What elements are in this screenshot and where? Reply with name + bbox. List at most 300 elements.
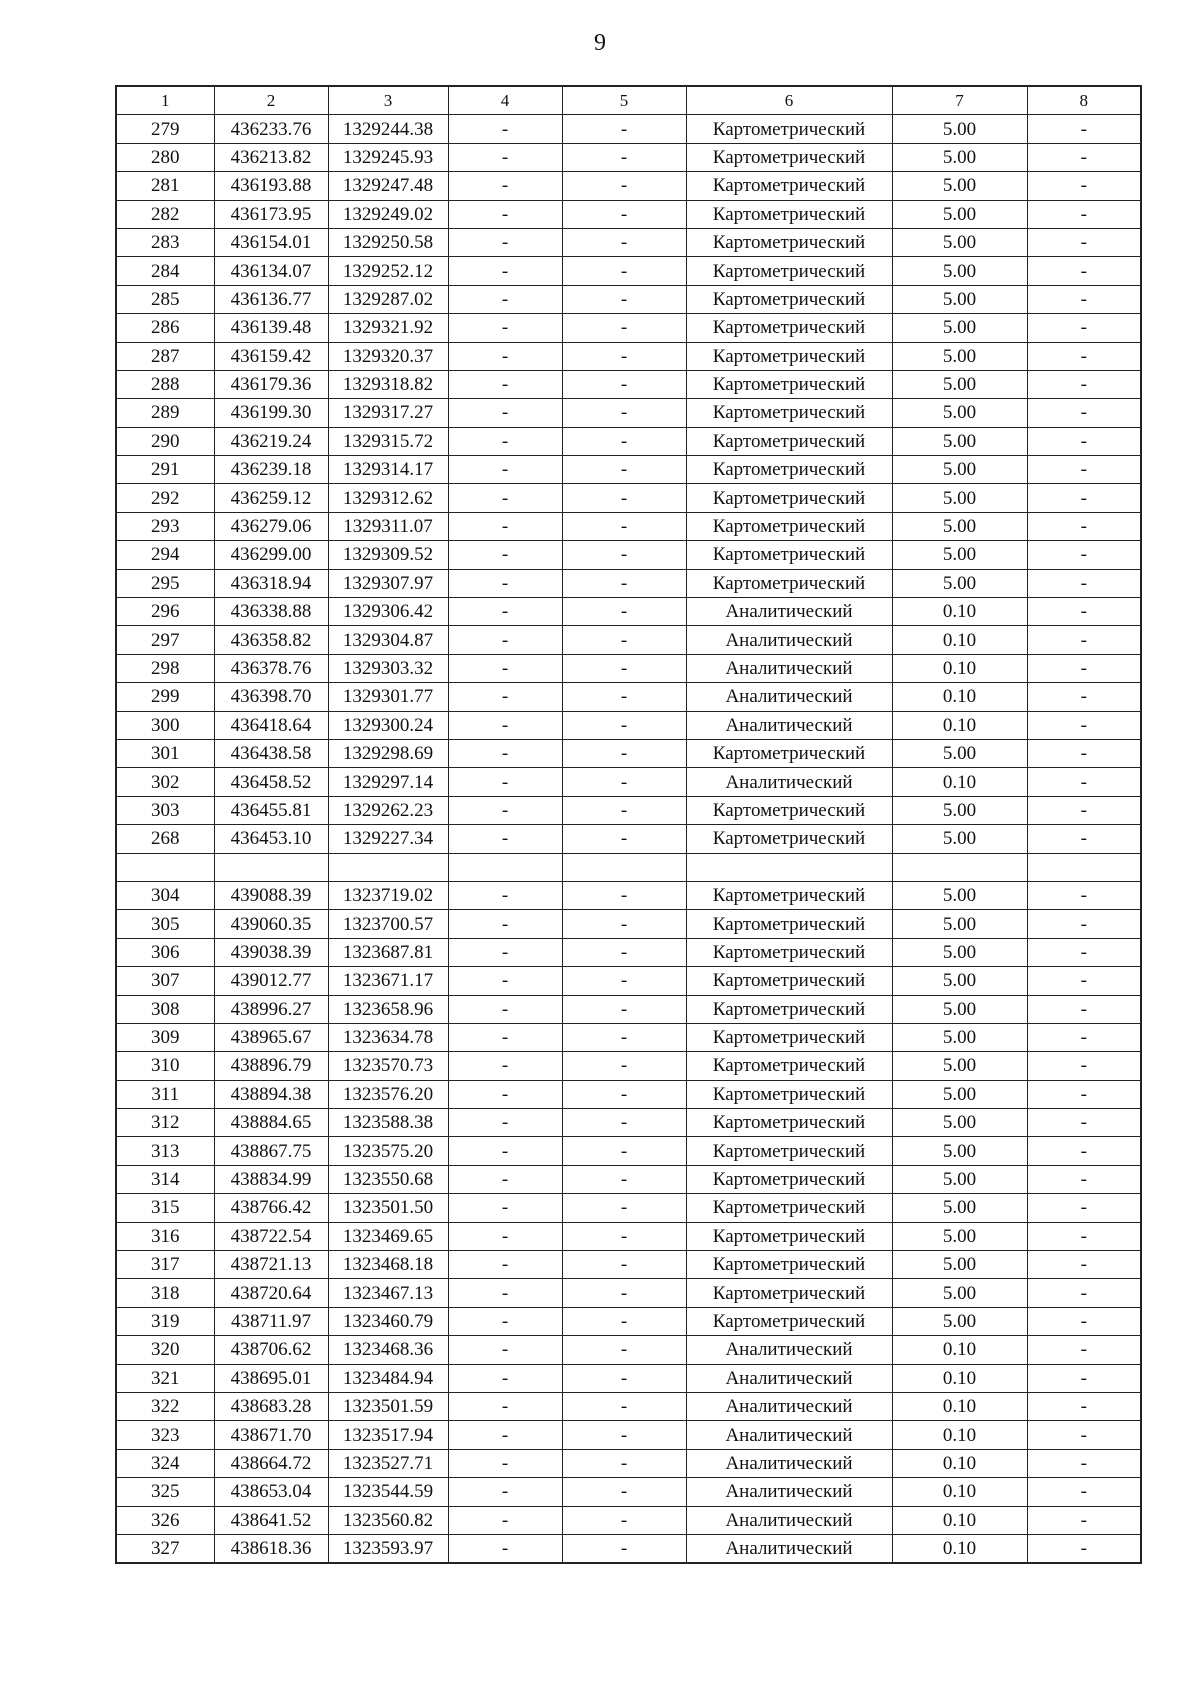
accuracy-cell: 5.00 — [892, 569, 1027, 597]
y-coordinate-cell: 1329312.62 — [328, 484, 448, 512]
method-cell: Аналитический — [686, 1392, 892, 1420]
x-coordinate-cell: 438834.99 — [214, 1165, 328, 1193]
col5-cell: - — [562, 370, 686, 398]
x-coordinate-cell: 436318.94 — [214, 569, 328, 597]
col5-cell: - — [562, 512, 686, 540]
col4-cell: - — [448, 626, 562, 654]
col8-cell: - — [1027, 711, 1141, 739]
y-coordinate-cell: 1323576.20 — [328, 1080, 448, 1108]
point-number-cell: 321 — [116, 1364, 214, 1392]
method-cell: Картометрический — [686, 938, 892, 966]
x-coordinate-cell: 436453.10 — [214, 825, 328, 853]
y-coordinate-cell: 1329244.38 — [328, 115, 448, 143]
col5-cell: - — [562, 427, 686, 455]
col5-cell: - — [562, 314, 686, 342]
y-coordinate-cell: 1323575.20 — [328, 1137, 448, 1165]
col5-cell: - — [562, 881, 686, 909]
table-row — [116, 115, 1141, 143]
x-coordinate-cell — [214, 853, 328, 881]
col4-cell: - — [448, 456, 562, 484]
method-cell: Картометрический — [686, 1109, 892, 1137]
col8-cell: - — [1027, 825, 1141, 853]
x-coordinate-cell: 438766.42 — [214, 1194, 328, 1222]
y-coordinate-cell: 1323484.94 — [328, 1364, 448, 1392]
y-coordinate-cell: 1329245.93 — [328, 143, 448, 171]
col4-cell: - — [448, 1137, 562, 1165]
col4-cell: - — [448, 1251, 562, 1279]
y-coordinate-cell: 1323467.13 — [328, 1279, 448, 1307]
y-coordinate-cell: 1329306.42 — [328, 598, 448, 626]
table-row — [116, 1421, 1141, 1449]
y-coordinate-cell: 1323687.81 — [328, 938, 448, 966]
col5-cell: - — [562, 172, 686, 200]
x-coordinate-cell: 436358.82 — [214, 626, 328, 654]
method-cell: Картометрический — [686, 1080, 892, 1108]
accuracy-cell: 5.00 — [892, 1165, 1027, 1193]
y-coordinate-cell: 1323501.59 — [328, 1392, 448, 1420]
point-number-cell: 284 — [116, 257, 214, 285]
x-coordinate-cell: 438996.27 — [214, 995, 328, 1023]
table-row — [116, 1307, 1141, 1335]
accuracy-cell: 5.00 — [892, 228, 1027, 256]
accuracy-cell: 5.00 — [892, 370, 1027, 398]
table-row — [116, 654, 1141, 682]
col8-cell: - — [1027, 1165, 1141, 1193]
table-row — [116, 1080, 1141, 1108]
col8-cell: - — [1027, 768, 1141, 796]
x-coordinate-cell: 436139.48 — [214, 314, 328, 342]
col5-cell: - — [562, 796, 686, 824]
accuracy-cell: 5.00 — [892, 115, 1027, 143]
accuracy-cell: 0.10 — [892, 654, 1027, 682]
col8-cell: - — [1027, 1137, 1141, 1165]
table-row — [116, 768, 1141, 796]
method-cell: Картометрический — [686, 1165, 892, 1193]
col5-cell: - — [562, 995, 686, 1023]
x-coordinate-cell: 438618.36 — [214, 1534, 328, 1563]
table-row — [116, 796, 1141, 824]
x-coordinate-cell: 436438.58 — [214, 739, 328, 767]
table-row — [116, 1534, 1141, 1563]
point-number-cell: 323 — [116, 1421, 214, 1449]
table-row — [116, 370, 1141, 398]
x-coordinate-cell: 436199.30 — [214, 399, 328, 427]
col8-cell: - — [1027, 484, 1141, 512]
x-coordinate-cell: 439088.39 — [214, 881, 328, 909]
y-coordinate-cell: 1329318.82 — [328, 370, 448, 398]
column-header: 3 — [328, 86, 448, 115]
point-number-cell: 325 — [116, 1478, 214, 1506]
col8-cell: - — [1027, 285, 1141, 313]
x-coordinate-cell: 438965.67 — [214, 1023, 328, 1051]
col8-cell: - — [1027, 399, 1141, 427]
col5-cell: - — [562, 115, 686, 143]
accuracy-cell: 5.00 — [892, 910, 1027, 938]
x-coordinate-cell: 436213.82 — [214, 143, 328, 171]
col4-cell: - — [448, 228, 562, 256]
accuracy-cell: 0.10 — [892, 1449, 1027, 1477]
method-cell: Картометрический — [686, 200, 892, 228]
table-row — [116, 881, 1141, 909]
point-number-cell: 316 — [116, 1222, 214, 1250]
point-number-cell: 318 — [116, 1279, 214, 1307]
point-number-cell: 311 — [116, 1080, 214, 1108]
coordinates-table — [115, 85, 1142, 1564]
col8-cell: - — [1027, 1307, 1141, 1335]
point-number-cell: 301 — [116, 739, 214, 767]
col4-cell: - — [448, 1222, 562, 1250]
point-number-cell: 303 — [116, 796, 214, 824]
col8-cell: - — [1027, 1052, 1141, 1080]
table-row — [116, 967, 1141, 995]
point-number-cell: 285 — [116, 285, 214, 313]
col5-cell: - — [562, 1137, 686, 1165]
col5-cell: - — [562, 1506, 686, 1534]
method-cell: Картометрический — [686, 967, 892, 995]
col5-cell: - — [562, 1194, 686, 1222]
col5-cell: - — [562, 456, 686, 484]
table-row — [116, 1449, 1141, 1477]
method-cell: Аналитический — [686, 1506, 892, 1534]
table-row — [116, 1336, 1141, 1364]
y-coordinate-cell: 1329262.23 — [328, 796, 448, 824]
col5-cell: - — [562, 1023, 686, 1051]
col5-cell: - — [562, 257, 686, 285]
col8-cell: - — [1027, 1194, 1141, 1222]
y-coordinate-cell: 1323560.82 — [328, 1506, 448, 1534]
point-number-cell: 302 — [116, 768, 214, 796]
x-coordinate-cell: 438695.01 — [214, 1364, 328, 1392]
column-header: 5 — [562, 86, 686, 115]
x-coordinate-cell: 438722.54 — [214, 1222, 328, 1250]
col8-cell: - — [1027, 1449, 1141, 1477]
col5-cell — [562, 853, 686, 881]
y-coordinate-cell: 1329321.92 — [328, 314, 448, 342]
accuracy-cell: 0.10 — [892, 1421, 1027, 1449]
column-header: 1 — [116, 86, 214, 115]
col5-cell: - — [562, 711, 686, 739]
point-number-cell: 314 — [116, 1165, 214, 1193]
col8-cell: - — [1027, 1534, 1141, 1563]
y-coordinate-cell: 1323634.78 — [328, 1023, 448, 1051]
x-coordinate-cell: 438896.79 — [214, 1052, 328, 1080]
accuracy-cell: 5.00 — [892, 456, 1027, 484]
y-coordinate-cell — [328, 853, 448, 881]
col4-cell: - — [448, 1165, 562, 1193]
table-row — [116, 342, 1141, 370]
col4-cell: - — [448, 598, 562, 626]
y-coordinate-cell: 1323460.79 — [328, 1307, 448, 1335]
col5-cell: - — [562, 598, 686, 626]
method-cell: Картометрический — [686, 228, 892, 256]
x-coordinate-cell: 438706.62 — [214, 1336, 328, 1364]
method-cell: Аналитический — [686, 1534, 892, 1563]
col8-cell: - — [1027, 598, 1141, 626]
y-coordinate-cell: 1323550.68 — [328, 1165, 448, 1193]
x-coordinate-cell: 436233.76 — [214, 115, 328, 143]
point-number-cell: 296 — [116, 598, 214, 626]
col8-cell: - — [1027, 427, 1141, 455]
method-cell: Аналитический — [686, 1336, 892, 1364]
method-cell: Картометрический — [686, 825, 892, 853]
method-cell: Картометрический — [686, 342, 892, 370]
table-row — [116, 1392, 1141, 1420]
accuracy-cell: 5.00 — [892, 484, 1027, 512]
col5-cell: - — [562, 1279, 686, 1307]
table-header-row — [116, 86, 1141, 115]
method-cell: Картометрический — [686, 739, 892, 767]
x-coordinate-cell: 438671.70 — [214, 1421, 328, 1449]
col4-cell: - — [448, 370, 562, 398]
col8-cell: - — [1027, 257, 1141, 285]
col4-cell: - — [448, 512, 562, 540]
table-row — [116, 1251, 1141, 1279]
col8-cell: - — [1027, 314, 1141, 342]
point-number-cell: 298 — [116, 654, 214, 682]
accuracy-cell: 5.00 — [892, 1279, 1027, 1307]
y-coordinate-cell: 1329252.12 — [328, 257, 448, 285]
method-cell: Картометрический — [686, 881, 892, 909]
x-coordinate-cell: 438720.64 — [214, 1279, 328, 1307]
col8-cell: - — [1027, 683, 1141, 711]
col4-cell: - — [448, 967, 562, 995]
method-cell: Картометрический — [686, 172, 892, 200]
col8-cell: - — [1027, 881, 1141, 909]
col8-cell: - — [1027, 938, 1141, 966]
col8-cell: - — [1027, 626, 1141, 654]
col4-cell — [448, 853, 562, 881]
col4-cell: - — [448, 541, 562, 569]
method-cell: Картометрический — [686, 427, 892, 455]
x-coordinate-cell: 436299.00 — [214, 541, 328, 569]
col5-cell: - — [562, 1364, 686, 1392]
y-coordinate-cell: 1329303.32 — [328, 654, 448, 682]
col8-cell: - — [1027, 1392, 1141, 1420]
table-row — [116, 1194, 1141, 1222]
x-coordinate-cell: 436279.06 — [214, 512, 328, 540]
point-number-cell: 317 — [116, 1251, 214, 1279]
x-coordinate-cell: 439038.39 — [214, 938, 328, 966]
col5-cell: - — [562, 768, 686, 796]
col8-cell: - — [1027, 910, 1141, 938]
y-coordinate-cell: 1329314.17 — [328, 456, 448, 484]
point-number-cell: 282 — [116, 200, 214, 228]
col4-cell: - — [448, 796, 562, 824]
x-coordinate-cell: 438721.13 — [214, 1251, 328, 1279]
accuracy-cell: 5.00 — [892, 1307, 1027, 1335]
x-coordinate-cell: 438653.04 — [214, 1478, 328, 1506]
method-cell: Картометрический — [686, 1279, 892, 1307]
x-coordinate-cell: 436134.07 — [214, 257, 328, 285]
col4-cell: - — [448, 484, 562, 512]
method-cell: Картометрический — [686, 512, 892, 540]
y-coordinate-cell: 1323658.96 — [328, 995, 448, 1023]
point-number-cell: 313 — [116, 1137, 214, 1165]
method-cell: Картометрический — [686, 370, 892, 398]
col5-cell: - — [562, 569, 686, 597]
point-number-cell: 291 — [116, 456, 214, 484]
col4-cell: - — [448, 1307, 562, 1335]
accuracy-cell: 0.10 — [892, 598, 1027, 626]
table-row — [116, 541, 1141, 569]
table-row — [116, 484, 1141, 512]
table-row — [116, 1109, 1141, 1137]
x-coordinate-cell: 438664.72 — [214, 1449, 328, 1477]
table-row — [116, 399, 1141, 427]
x-coordinate-cell: 436455.81 — [214, 796, 328, 824]
col5-cell: - — [562, 1109, 686, 1137]
col5-cell: - — [562, 1222, 686, 1250]
table-row — [116, 257, 1141, 285]
point-number-cell — [116, 853, 214, 881]
col5-cell: - — [562, 1336, 686, 1364]
col5-cell: - — [562, 228, 686, 256]
y-coordinate-cell: 1323588.38 — [328, 1109, 448, 1137]
table-row — [116, 285, 1141, 313]
accuracy-cell: 5.00 — [892, 1222, 1027, 1250]
x-coordinate-cell: 438867.75 — [214, 1137, 328, 1165]
point-number-cell: 297 — [116, 626, 214, 654]
table-row — [116, 1279, 1141, 1307]
x-coordinate-cell: 436219.24 — [214, 427, 328, 455]
point-number-cell: 292 — [116, 484, 214, 512]
col8-cell: - — [1027, 569, 1141, 597]
col5-cell: - — [562, 910, 686, 938]
col8-cell: - — [1027, 342, 1141, 370]
point-number-cell: 315 — [116, 1194, 214, 1222]
col5-cell: - — [562, 654, 686, 682]
method-cell: Аналитический — [686, 598, 892, 626]
col4-cell: - — [448, 1336, 562, 1364]
accuracy-cell: 0.10 — [892, 1364, 1027, 1392]
accuracy-cell: 5.00 — [892, 967, 1027, 995]
method-cell: Аналитический — [686, 1421, 892, 1449]
col8-cell: - — [1027, 995, 1141, 1023]
accuracy-cell: 5.00 — [892, 541, 1027, 569]
y-coordinate-cell: 1329249.02 — [328, 200, 448, 228]
column-header: 8 — [1027, 86, 1141, 115]
col5-cell: - — [562, 1165, 686, 1193]
col8-cell: - — [1027, 739, 1141, 767]
x-coordinate-cell: 436338.88 — [214, 598, 328, 626]
method-cell: Картометрический — [686, 484, 892, 512]
col5-cell: - — [562, 285, 686, 313]
table-row — [116, 1364, 1141, 1392]
col4-cell: - — [448, 938, 562, 966]
col4-cell: - — [448, 1279, 562, 1307]
accuracy-cell: 5.00 — [892, 257, 1027, 285]
table-row — [116, 598, 1141, 626]
col4-cell: - — [448, 1052, 562, 1080]
accuracy-cell: 0.10 — [892, 626, 1027, 654]
column-header: 2 — [214, 86, 328, 115]
y-coordinate-cell: 1323544.59 — [328, 1478, 448, 1506]
col5-cell: - — [562, 342, 686, 370]
point-number-cell: 307 — [116, 967, 214, 995]
table-row — [116, 995, 1141, 1023]
accuracy-cell: 5.00 — [892, 1109, 1027, 1137]
accuracy-cell: 0.10 — [892, 1478, 1027, 1506]
accuracy-cell: 5.00 — [892, 825, 1027, 853]
y-coordinate-cell: 1329304.87 — [328, 626, 448, 654]
y-coordinate-cell: 1329301.77 — [328, 683, 448, 711]
col4-cell: - — [448, 1392, 562, 1420]
col4-cell: - — [448, 314, 562, 342]
accuracy-cell: 5.00 — [892, 1080, 1027, 1108]
accuracy-cell: 5.00 — [892, 739, 1027, 767]
x-coordinate-cell: 436458.52 — [214, 768, 328, 796]
x-coordinate-cell: 436418.64 — [214, 711, 328, 739]
y-coordinate-cell: 1329315.72 — [328, 427, 448, 455]
method-cell: Аналитический — [686, 1478, 892, 1506]
point-number-cell: 281 — [116, 172, 214, 200]
point-number-cell: 268 — [116, 825, 214, 853]
method-cell: Картометрический — [686, 1222, 892, 1250]
col4-cell: - — [448, 1478, 562, 1506]
point-number-cell: 304 — [116, 881, 214, 909]
method-cell: Картометрический — [686, 541, 892, 569]
point-number-cell: 320 — [116, 1336, 214, 1364]
col8-cell: - — [1027, 967, 1141, 995]
col5-cell: - — [562, 1080, 686, 1108]
method-cell: Картометрический — [686, 115, 892, 143]
accuracy-cell: 0.10 — [892, 1506, 1027, 1534]
point-number-cell: 293 — [116, 512, 214, 540]
point-number-cell: 306 — [116, 938, 214, 966]
col8-cell: - — [1027, 370, 1141, 398]
method-cell: Картометрический — [686, 1137, 892, 1165]
method-cell: Картометрический — [686, 285, 892, 313]
col8-cell: - — [1027, 1336, 1141, 1364]
col8-cell: - — [1027, 228, 1141, 256]
table-row — [116, 1478, 1141, 1506]
x-coordinate-cell: 439060.35 — [214, 910, 328, 938]
point-number-cell: 287 — [116, 342, 214, 370]
method-cell: Аналитический — [686, 1364, 892, 1392]
point-number-cell: 280 — [116, 143, 214, 171]
accuracy-cell — [892, 853, 1027, 881]
y-coordinate-cell: 1329300.24 — [328, 711, 448, 739]
col4-cell: - — [448, 200, 562, 228]
accuracy-cell: 5.00 — [892, 200, 1027, 228]
x-coordinate-cell: 436239.18 — [214, 456, 328, 484]
table-row — [116, 427, 1141, 455]
accuracy-cell: 5.00 — [892, 512, 1027, 540]
x-coordinate-cell: 436378.76 — [214, 654, 328, 682]
method-cell: Картометрический — [686, 995, 892, 1023]
col5-cell: - — [562, 399, 686, 427]
table-row — [116, 683, 1141, 711]
method-cell: Картометрический — [686, 1194, 892, 1222]
col5-cell: - — [562, 1421, 686, 1449]
col5-cell: - — [562, 541, 686, 569]
point-number-cell: 290 — [116, 427, 214, 455]
y-coordinate-cell: 1323700.57 — [328, 910, 448, 938]
point-number-cell: 312 — [116, 1109, 214, 1137]
y-coordinate-cell: 1323517.94 — [328, 1421, 448, 1449]
col4-cell: - — [448, 1534, 562, 1563]
point-number-cell: 308 — [116, 995, 214, 1023]
accuracy-cell: 0.10 — [892, 1392, 1027, 1420]
col4-cell: - — [448, 910, 562, 938]
page-number: 9 — [594, 30, 606, 56]
col8-cell — [1027, 853, 1141, 881]
point-number-cell: 294 — [116, 541, 214, 569]
table-body — [116, 115, 1141, 1563]
method-cell: Картометрический — [686, 143, 892, 171]
col8-cell: - — [1027, 1080, 1141, 1108]
col4-cell: - — [448, 995, 562, 1023]
